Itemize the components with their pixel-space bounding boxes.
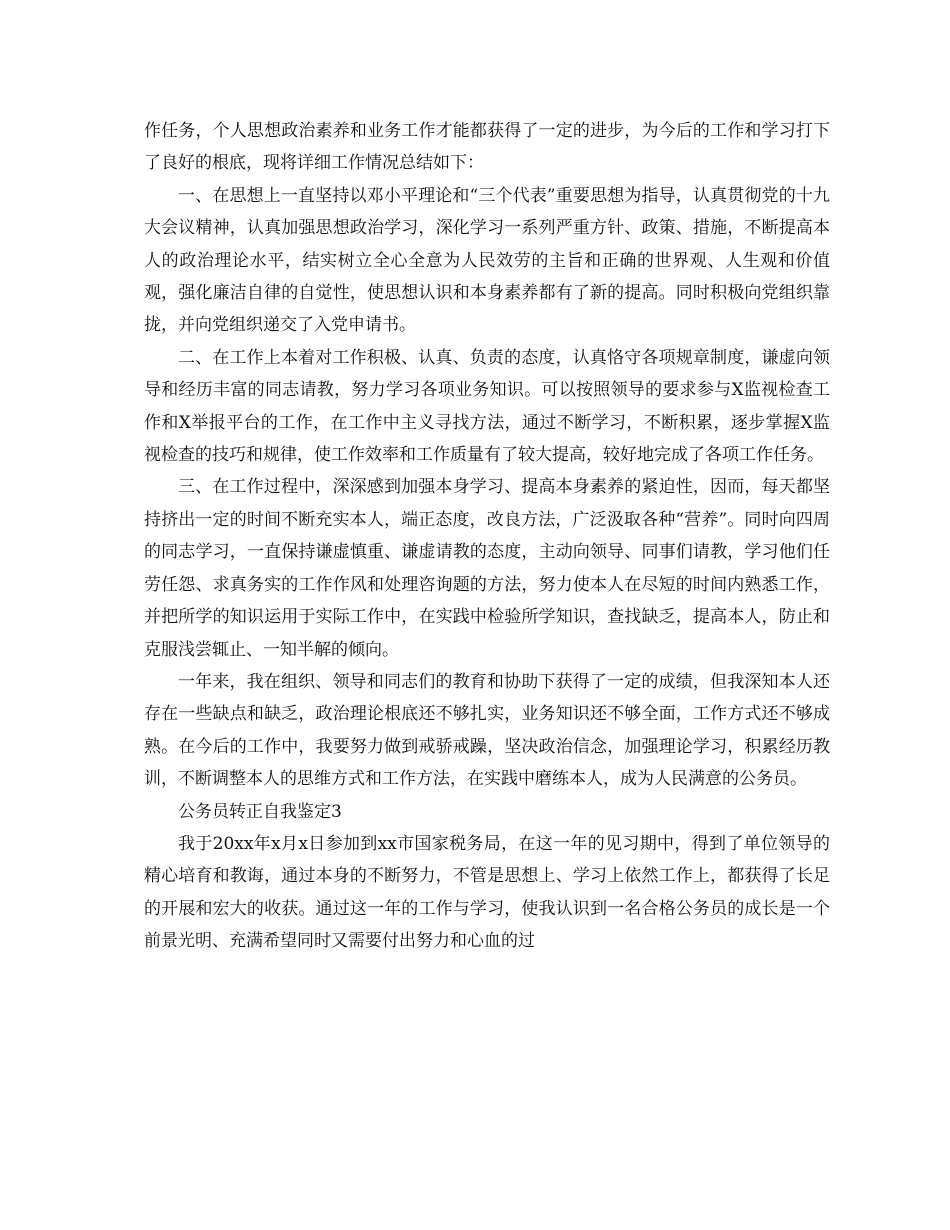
section-heading: 公务员转正自我鉴定3 — [178, 801, 342, 822]
paragraph-summary: 一年来，我在组织、领导和同志们的教育和协助下获得了一定的成绩，但我深知本人还存在一些缺点和缺乏，政治理论根底还不够扎实，业务知识还不够全面，工作方式还不够成熟。在今后的工作中，我要努力做到戒骄戒躁，坚决政治信念，加强理论学习，积累经历教训，不断调整本人的思维方式和工作方法，在实践中磨练本人，成为人民满意的公务员。 — [144, 671, 830, 790]
paragraph-work: 二、在工作上本着对工作积极、认真、负责的态度，认真恪守各项规章制度，谦虚向领导和经历丰富的同志请教，努力学习各项业务知识。可以按照领导的要求参与X监视检查工作和X举报平台的工作，在工作中主义寻找方法，通过不断学习，不断积累，逐步掌握X监视检查的技巧和规律，使工作效率和工作质量有了较大提高，较好地完成了各项工作任务。 — [144, 347, 830, 466]
paragraph-intro: 作任务，个人思想政治素养和业务工作才能都获得了一定的进步，为今后的工作和学习打下了良好的根底，现将详细工作情况总结如下： — [144, 121, 830, 174]
paragraph-learning: 三、在工作过程中，深深感到加强本身学习、提高本身素养的紧迫性，因而，每天都坚持挤出一定的时间不断充实本人，端正态度，改良方法，广泛汲取各种“营养”。同时向四周的同志学习，一直保持谦虚慎重、谦虚请教的态度，主动向领导、同事们请教，学习他们任劳任怨、求真务实的工作作风和处理咨询题的方法，努力使本人在尽短的时间内熟悉工作，并把所学的知识运用于实际工作中，在实践中检验所学知识，查找缺乏，提高本人，防止和克服浅尝辄止、一知半解的倾向。 — [144, 477, 830, 660]
paragraph-ideology: 一、在思想上一直坚持以邓小平理论和“三个代表”重要思想为指导，认真贯彻党的十九大会议精神，认真加强思想政治学习，深化学习一系列严重方针、政策、措施，不断提高本人的政治理论水平，结实树立全心全意为人民效劳的主旨和正确的世界观、人生观和价值观，强化廉洁自律的自觉性，使思想认识和本身素养都有了新的提高。同时积极向党组织靠拢，并向党组织递交了入党申请书。 — [144, 185, 830, 336]
paragraph-final: 我于20xx年x月x日参加到xx市国家税务局，在这一年的见习期中，得到了单位领导的精心培育和教诲，通过本身的不断努力，不管是思想上、学习上依然工作上，都获得了长足的开展和宏大的收获。通过这一年的工作与学习，使我认识到一名合格公务员的成长是一个前景光明、充满希望同时又需要付出努力和心血的过 — [144, 833, 830, 952]
